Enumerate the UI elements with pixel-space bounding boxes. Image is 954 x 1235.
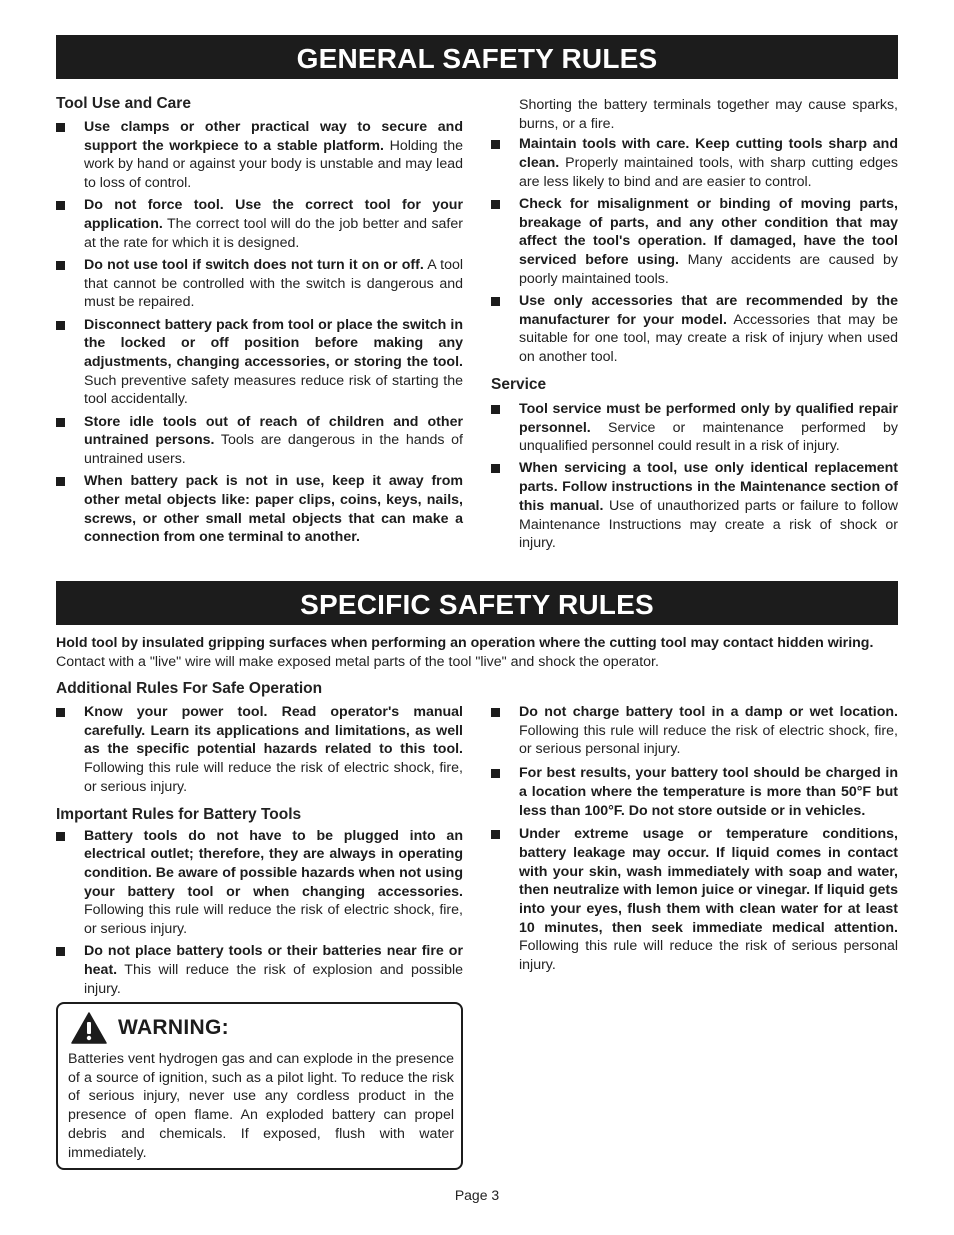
warning-triangle-icon bbox=[71, 1012, 107, 1044]
additional-rules-list bbox=[56, 703, 463, 797]
list-item: Use clamps or other practical way to secure and support the workpiece to a stable platform. Holding the work by hand or against your body is unstable and may lead to loss of control. bbox=[56, 118, 463, 193]
service-heading: Service bbox=[491, 375, 547, 393]
square-bullet-icon bbox=[56, 201, 65, 210]
list-item: Maintain tools with care. Keep cutting tools sharp and clean. Properly maintained tools, with sharp cutting edges are less likely to bind and are easier to control. bbox=[491, 135, 898, 191]
square-bullet-icon bbox=[56, 832, 65, 841]
square-bullet-icon bbox=[56, 947, 65, 956]
square-bullet-icon bbox=[491, 708, 500, 717]
list-item: Battery tools do not have to be plugged into an electrical outlet; therefore, they are always in operating condition. Be aware of possible hazards when not using your battery tool or when changing accessories. Following this rule will reduce the risk of electric shock, fire, or serious injury. bbox=[56, 827, 463, 939]
square-bullet-icon bbox=[491, 140, 500, 149]
warning-text: Batteries vent hydrogen gas and can explode in the presence of a source of ignition, such as a pilot light. To reduce the risk of serious injury, never use any cordless product in the presence of open flame. An exploded battery can propel debris and chemicals. If exposed, flush with water immediately. bbox=[68, 1051, 454, 1161]
square-bullet-icon bbox=[56, 123, 65, 132]
list-item: For best results, your battery tool should be charged in a location where the temperature is more than 50°F but less than 100°F. Do not store outside or in vehicles. bbox=[491, 764, 898, 820]
specific-right-column bbox=[491, 703, 898, 978]
list-item: Tool service must be performed only by qualified repair personnel. Service or maintenance performed by unqualified personnel could result in a risk of injury. bbox=[491, 400, 898, 456]
square-bullet-icon bbox=[491, 769, 500, 778]
square-bullet-icon bbox=[56, 708, 65, 717]
list-item: Store idle tools out of reach of children and other untrained persons. Tools are dangerous in the hands of untrained users. bbox=[56, 413, 463, 469]
battery-rules-list bbox=[56, 827, 463, 999]
list-item: When battery pack is not in use, keep it away from other metal objects like: paper clips, coins, keys, nails, screws, or other small metal objects that can make a connection from one terminal to another. bbox=[56, 472, 463, 547]
list-item: When servicing a tool, use only identical replacement parts. Follow instructions in the Maintenance section of this manual. Use of unauthorized parts or failure to follow Maintenance Instructions may create a risk of shock or injury. bbox=[491, 459, 898, 553]
list-item: Do not force tool. Use the correct tool for your application. The correct tool will do the job better and safer at the rate for which it is designed. bbox=[56, 196, 463, 252]
specific-safety-rules-title: SPECIFIC SAFETY RULES bbox=[300, 589, 654, 620]
warning-box bbox=[56, 1002, 463, 1170]
general-safety-rules-title: GENERAL SAFETY RULES bbox=[296, 43, 658, 74]
tool-use-list bbox=[56, 118, 463, 547]
service-list bbox=[491, 400, 898, 553]
tool-use-list-continued bbox=[491, 135, 898, 366]
list-item: Disconnect battery pack from tool or place the switch in the locked or off position before making any adjustments, changing accessories, or storing the tool. Such preventive safety measures reduce risk of starting the tool accidentally. bbox=[56, 316, 463, 410]
list-item: Use only accessories that are recommended by the manufacturer for your model. Accessories that may be suitable for one tool, may create a risk of injury when used on another tool. bbox=[491, 292, 898, 367]
specific-left-column bbox=[56, 679, 463, 1002]
square-bullet-icon bbox=[491, 830, 500, 839]
list-item: Under extreme usage or temperature conditions, battery leakage may occur. If liquid comes in contact with your skin, wash immediately with soap and water, then neutralize with lemon juice or vinegar. If liquid gets into your eyes, flush them with clean water for at least 10 minutes, then seek immediate medical attention. Following this rule will reduce the risk of serious personal injury. bbox=[491, 825, 898, 975]
battery-rules-list-continued bbox=[491, 703, 898, 975]
list-item: Know your power tool. Read operator's manual carefully. Learn its applications and limitations, as well as the specific potential hazards related to this tool. Following this rule will reduce the risk of electric shock, fire, or serious injury. bbox=[56, 703, 463, 797]
square-bullet-icon bbox=[491, 464, 500, 473]
list-item: Do not charge battery tool in a damp or wet location. Following this rule will reduce the risk of electric shock, fire, or serious personal injury. bbox=[491, 703, 898, 759]
warning-title: WARNING: bbox=[118, 1016, 229, 1039]
square-bullet-icon bbox=[491, 405, 500, 414]
list-item: Do not use tool if switch does not turn it on or off. A tool that cannot be controlled with the switch is dangerous and must be repaired. bbox=[56, 256, 463, 312]
list-item: Do not place battery tools or their batteries near fire or heat. This will reduce the risk of explosion and possible injury. bbox=[56, 942, 463, 998]
tool-use-heading: Tool Use and Care bbox=[56, 95, 191, 112]
tool-use-column bbox=[56, 94, 463, 550]
square-bullet-icon bbox=[56, 477, 65, 486]
general-safety-rules-banner bbox=[56, 35, 898, 79]
square-bullet-icon bbox=[56, 261, 65, 270]
tool-use-continued-column bbox=[491, 96, 898, 556]
additional-rules-heading: Additional Rules For Safe Operation bbox=[56, 680, 323, 697]
hidden-wiring-paragraph: Hold tool by insulated gripping surfaces when performing an operation where the cutting tool may contact hidden wiring. Contact with a "live" wire will make exposed metal parts of the tool "live" and shock the operator. bbox=[56, 635, 874, 670]
continued-text: Shorting the battery terminals together may cause sparks, burns, or a fire. bbox=[519, 97, 898, 132]
page-number: Page 3 bbox=[454, 1187, 500, 1203]
list-item: Check for misalignment or binding of moving parts, breakage of parts, and any other condition that may affect the tool's operation. If damaged, have the tool serviced before using. Many accidents are caused by poorly maintained tools. bbox=[491, 195, 898, 289]
square-bullet-icon bbox=[56, 418, 65, 427]
specific-safety-rules-banner bbox=[56, 581, 898, 625]
battery-rules-heading: Important Rules for Battery Tools bbox=[56, 805, 302, 823]
square-bullet-icon bbox=[491, 297, 500, 306]
square-bullet-icon bbox=[56, 321, 65, 330]
square-bullet-icon bbox=[491, 200, 500, 209]
